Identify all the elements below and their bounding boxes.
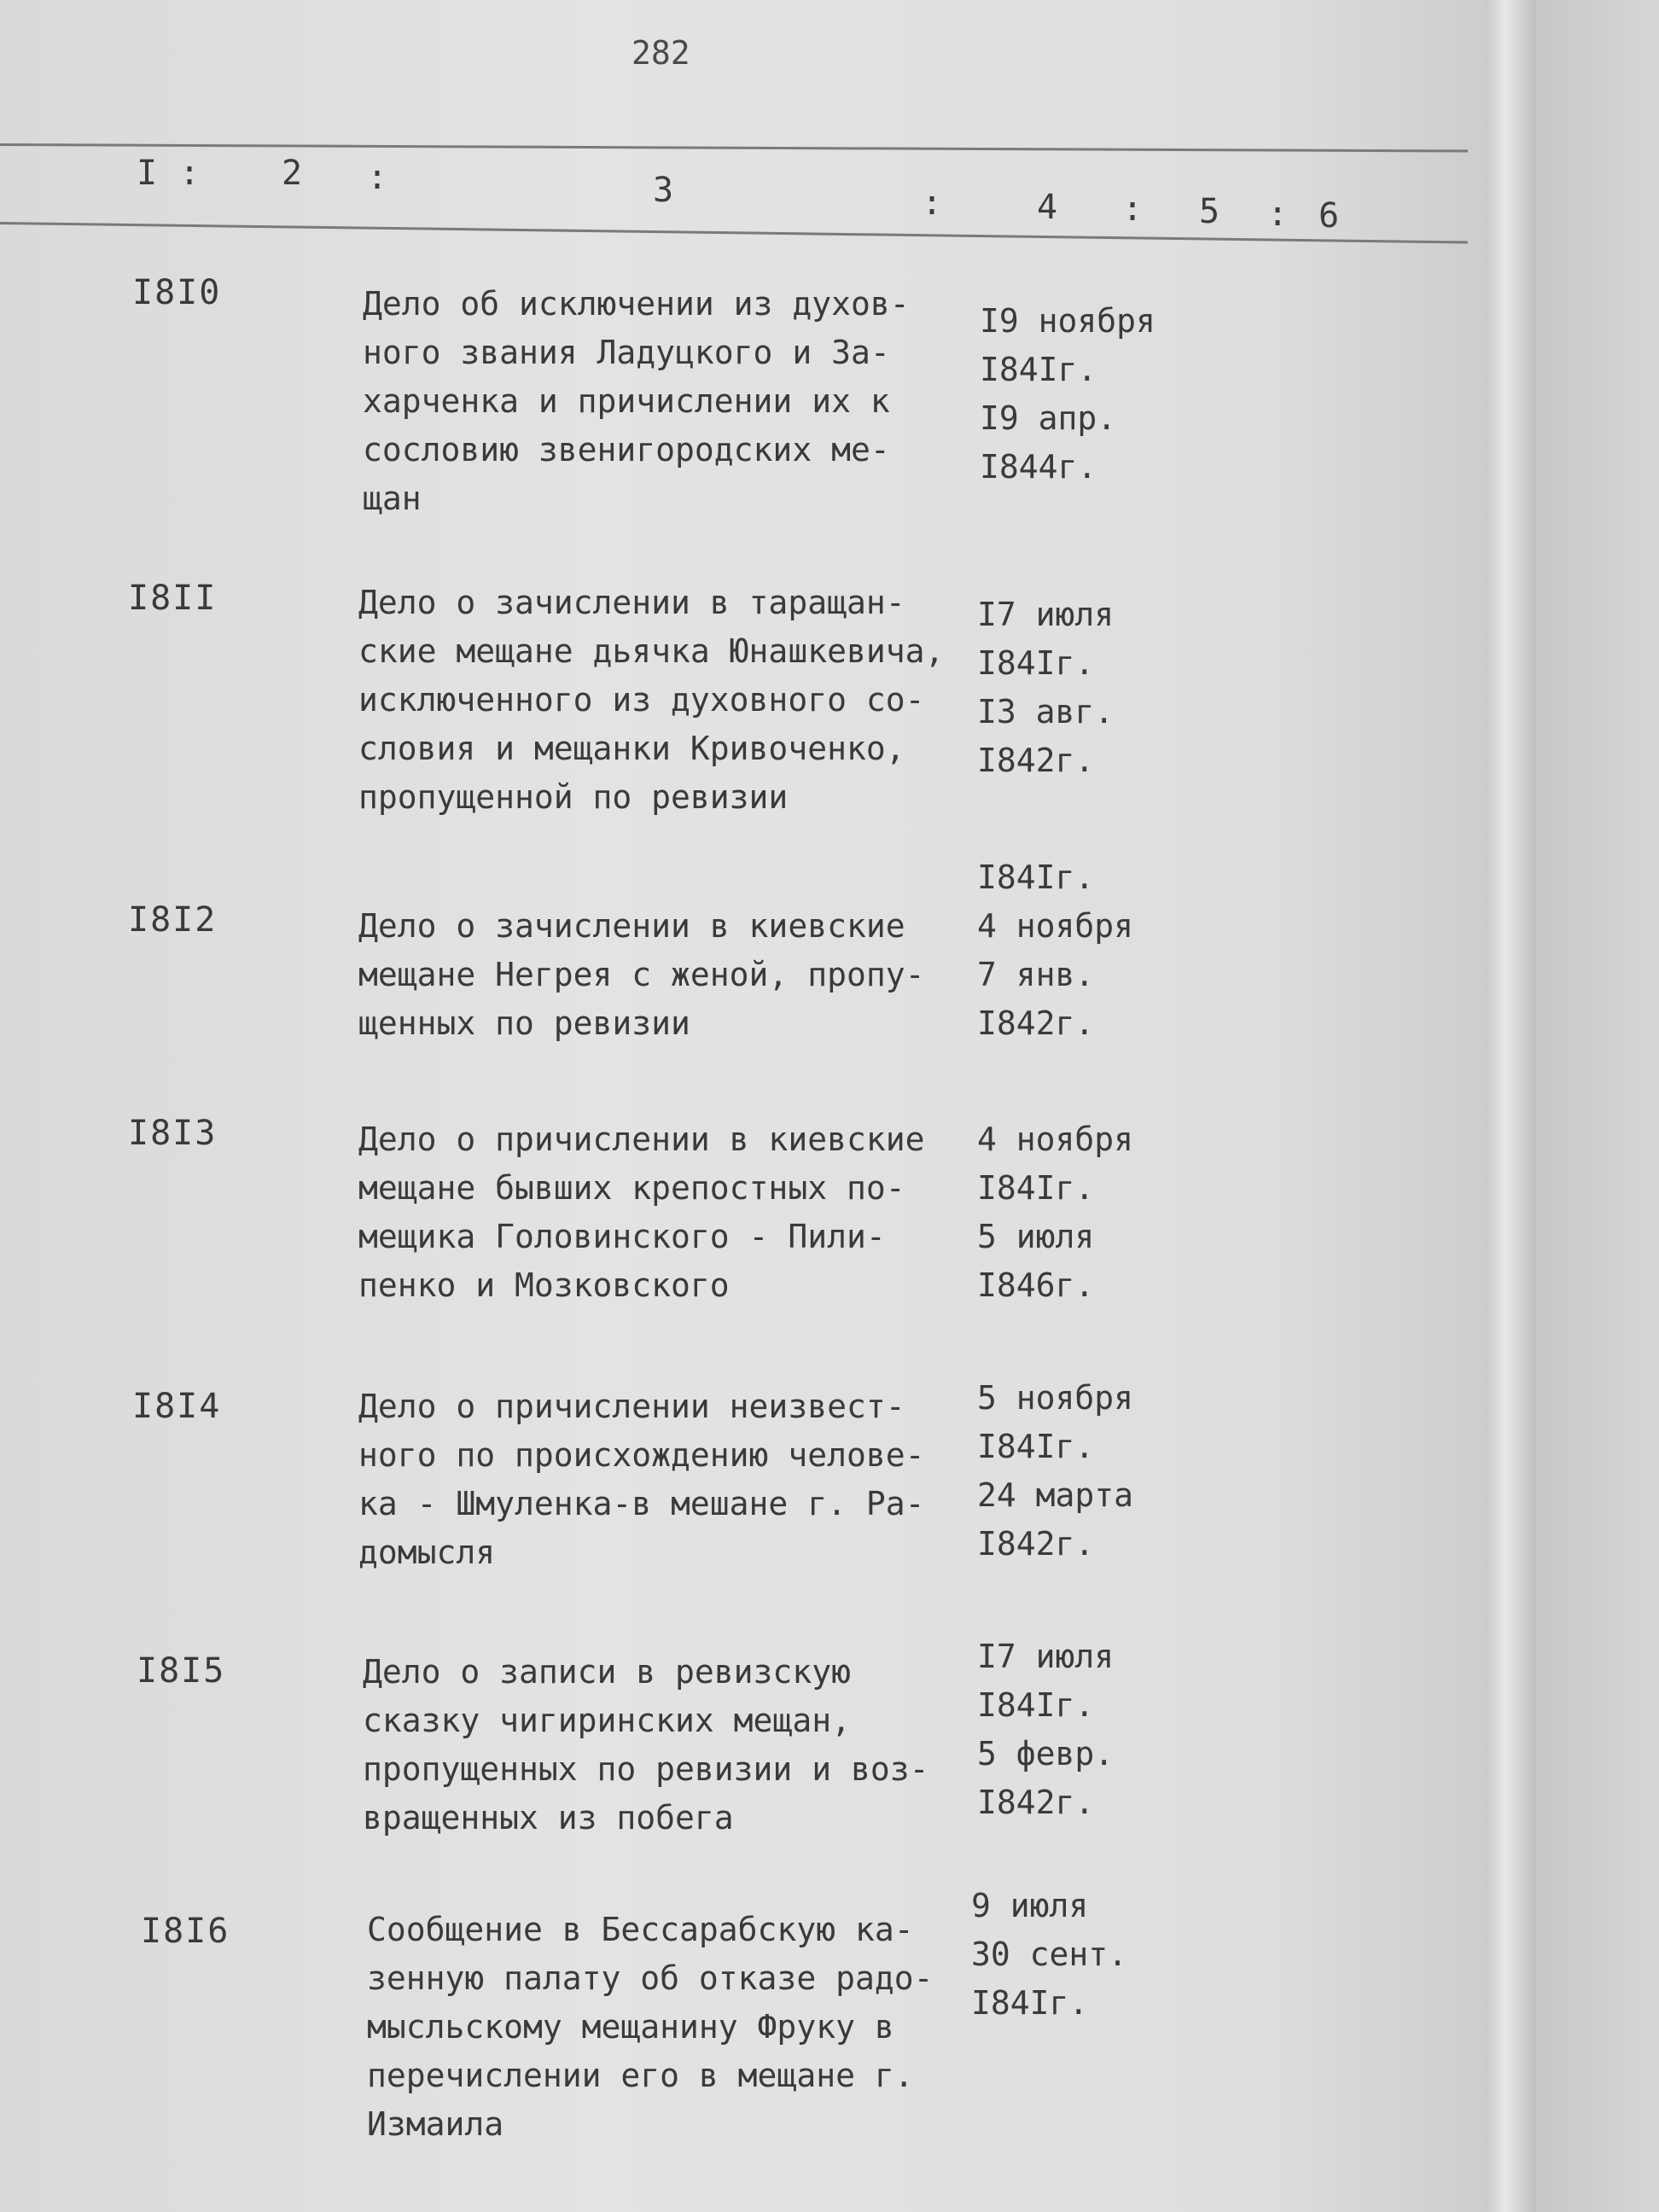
record-dates bbox=[977, 853, 1182, 1048]
date-line: I844г. bbox=[980, 448, 1097, 486]
title-line: мысльскому мещанину Фруку в bbox=[367, 2008, 894, 2046]
column-header-3: 3 bbox=[653, 171, 674, 210]
title-line: ка - Шмуленка-в мешане г. Ра- bbox=[358, 1485, 925, 1522]
column-separator: : bbox=[367, 158, 388, 197]
date-line: 30 сент. bbox=[971, 1936, 1128, 1973]
title-line: щан bbox=[363, 480, 422, 517]
title-line: Дело о причислении в киевские bbox=[358, 1121, 925, 1158]
date-line: 9 июля bbox=[971, 1887, 1089, 1924]
column-header-2: 2 bbox=[282, 154, 303, 193]
column-header-4: 4 bbox=[1037, 188, 1058, 227]
record-number: I8I0 bbox=[132, 273, 222, 312]
date-line: I842г. bbox=[977, 1525, 1095, 1563]
date-line: I84Iг. bbox=[977, 644, 1095, 682]
page-edge bbox=[1485, 0, 1536, 2212]
column-header-1: I bbox=[137, 154, 158, 193]
date-line: 7 янв. bbox=[977, 956, 1095, 993]
title-line: ного по происхождению челове- bbox=[358, 1436, 925, 1474]
date-line: I9 апр. bbox=[980, 399, 1117, 437]
date-line: I84Iг. bbox=[980, 351, 1097, 388]
record-number: I8I2 bbox=[128, 900, 218, 940]
record-dates bbox=[977, 591, 1182, 785]
title-line: харченка и причислении их к bbox=[363, 382, 890, 420]
title-line: перечислении его в мещане г. bbox=[367, 2057, 914, 2094]
title-line: Дело о записи в ревизскую bbox=[363, 1653, 851, 1691]
record-number: I8I6 bbox=[141, 1912, 230, 1951]
date-line: I846г. bbox=[977, 1266, 1095, 1304]
title-line: сословию звенигородских ме- bbox=[363, 431, 890, 469]
title-line: пенко и Мозковского bbox=[358, 1266, 730, 1304]
date-line: I842г. bbox=[977, 1004, 1095, 1042]
title-line: мещане Негрея с женой, пропу- bbox=[358, 956, 925, 993]
record-title bbox=[358, 579, 973, 822]
background-surface bbox=[1536, 0, 1659, 2212]
date-line: I842г. bbox=[977, 742, 1095, 779]
record-number: I8II bbox=[128, 579, 218, 618]
date-line: I84Iг. bbox=[971, 1984, 1089, 2022]
date-line: 4 ноября bbox=[977, 1121, 1134, 1158]
date-line: I84Iг. bbox=[977, 859, 1095, 896]
column-header-6: 6 bbox=[1318, 196, 1340, 236]
record-number: I8I5 bbox=[137, 1651, 226, 1691]
title-line: Измаила bbox=[367, 2105, 504, 2143]
record-number: I8I3 bbox=[128, 1114, 218, 1153]
title-line: мещика Головинского - Пили- bbox=[358, 1218, 886, 1255]
page-number: 282 bbox=[632, 34, 690, 72]
title-line: пропущенной по ревизии bbox=[358, 778, 789, 816]
date-line: I842г. bbox=[977, 1784, 1095, 1821]
date-line: I7 июля bbox=[977, 596, 1115, 633]
title-line: вращенных из побега bbox=[363, 1799, 734, 1837]
title-line: исключенного из духовного со- bbox=[358, 681, 925, 719]
record-dates bbox=[980, 297, 1185, 492]
date-line: 24 марта bbox=[977, 1476, 1134, 1514]
record-dates bbox=[977, 1633, 1182, 1827]
record-dates bbox=[971, 1882, 1176, 2028]
title-line: пропущенных по ревизии и воз- bbox=[363, 1750, 929, 1788]
title-line: Сообщение в Бессарабскую ка- bbox=[367, 1911, 914, 1948]
record-dates bbox=[977, 1115, 1182, 1310]
date-line: I7 июля bbox=[977, 1638, 1115, 1675]
column-separator: : bbox=[179, 154, 201, 193]
column-header-5: 5 bbox=[1199, 192, 1220, 231]
title-line: Дело о причислении неизвест- bbox=[358, 1388, 905, 1425]
date-line: 5 ноября bbox=[977, 1379, 1134, 1417]
record-title bbox=[358, 1115, 973, 1310]
title-line: Дело о зачислении в таращан- bbox=[358, 584, 905, 621]
date-line: 4 ноября bbox=[977, 907, 1134, 945]
record-dates bbox=[977, 1374, 1182, 1569]
title-line: домысля bbox=[358, 1534, 496, 1571]
title-line: Дело о зачислении в киевские bbox=[358, 907, 905, 945]
date-line: I84Iг. bbox=[977, 1428, 1095, 1465]
column-separator: : bbox=[1122, 189, 1144, 229]
column-separator: : bbox=[1267, 195, 1289, 234]
record-title bbox=[358, 1382, 973, 1577]
record-title bbox=[367, 1906, 981, 2149]
title-line: словия и мещанки Кривоченко, bbox=[358, 730, 905, 767]
record-number: I8I4 bbox=[132, 1387, 222, 1426]
date-line: I3 авг. bbox=[977, 693, 1115, 731]
column-separator: : bbox=[922, 183, 943, 223]
title-line: сказку чигиринских мещан, bbox=[363, 1702, 851, 1739]
record-title bbox=[358, 902, 973, 1048]
date-line: I9 ноября bbox=[980, 302, 1155, 340]
title-line: Дело об исключении из духов- bbox=[363, 285, 910, 323]
record-title bbox=[363, 280, 977, 523]
title-line: зенную палату об отказе радо- bbox=[367, 1959, 934, 1997]
date-line: I84Iг. bbox=[977, 1686, 1095, 1724]
title-line: ного звания Ладуцкого и За- bbox=[363, 334, 890, 371]
date-line: 5 июля bbox=[977, 1218, 1095, 1255]
title-line: ские мещане дьячка Юнашкевича, bbox=[358, 632, 945, 670]
title-line: щенных по ревизии bbox=[358, 1004, 690, 1042]
date-line: I84Iг. bbox=[977, 1169, 1095, 1207]
title-line: мещане бывших крепостных по- bbox=[358, 1169, 905, 1207]
record-title bbox=[363, 1648, 977, 1842]
date-line: 5 февр. bbox=[977, 1735, 1115, 1773]
